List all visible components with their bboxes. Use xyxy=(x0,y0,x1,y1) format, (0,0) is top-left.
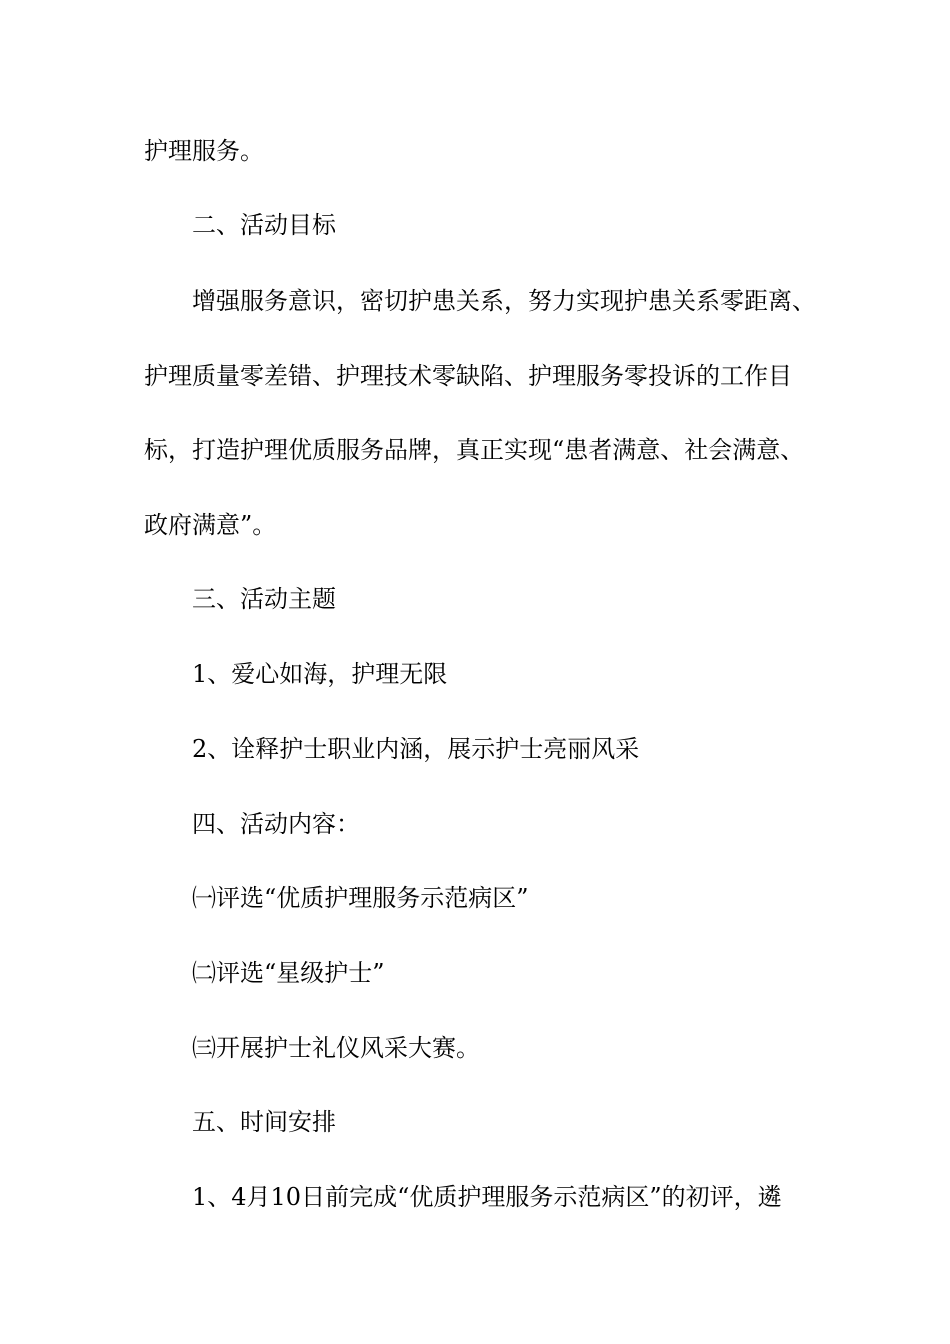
theme-item-2: 2、诠释护士职业内涵，展示护士亮丽风采 xyxy=(192,735,640,763)
section-heading-goals: 二、活动目标 xyxy=(192,211,336,239)
section-heading-theme: 三、活动主题 xyxy=(192,585,336,613)
theme-item-1: 1、爱心如海，护理无限 xyxy=(192,660,448,688)
content-item-1: ㈠评选“优质护理服务示范病区” xyxy=(192,884,529,912)
paragraph-goals-line-3: 标，打造护理优质服务品牌，真正实现“患者满意、社会满意、 xyxy=(144,436,805,464)
section-heading-content: 四、活动内容： xyxy=(192,810,360,838)
text-line-continuation: 护理服务。 xyxy=(144,137,264,165)
schedule-item-1: 1、4月10日前完成“优质护理服务示范病区”的初评，遴 xyxy=(192,1183,782,1211)
paragraph-goals-line-1: 增强服务意识，密切护患关系，努力实现护患关系零距离、 xyxy=(192,287,816,315)
content-item-2: ㈡评选“星级护士” xyxy=(192,959,385,987)
content-item-3: ㈢开展护士礼仪风采大赛。 xyxy=(192,1034,480,1062)
paragraph-goals-line-2: 护理质量零差错、护理技术零缺陷、护理服务零投诉的工作目 xyxy=(144,362,792,390)
paragraph-goals-line-4: 政府满意”。 xyxy=(144,511,277,539)
section-heading-schedule: 五、时间安排 xyxy=(192,1108,336,1136)
